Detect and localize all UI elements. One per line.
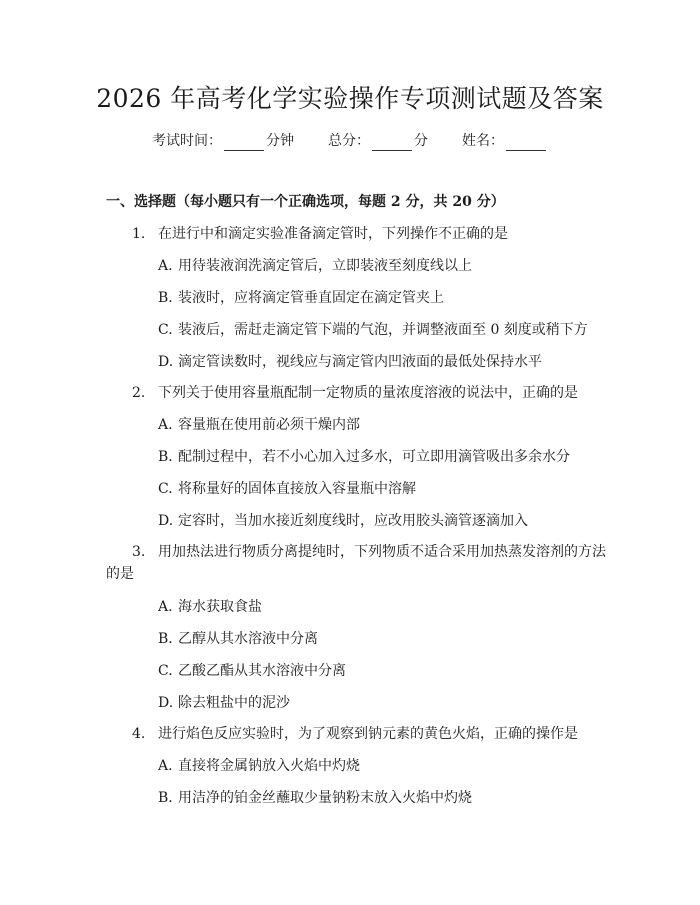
option-text: 乙醇从其水溶液中分离 (178, 631, 318, 647)
option-letter: A. (158, 758, 173, 774)
option-letter: D. (158, 513, 174, 529)
question-number: 2. (132, 385, 146, 401)
question-text-line1: 用加热法进行物质分离提纯时，下列物质不适合采用加热蒸发溶剂的方法 (158, 544, 606, 560)
option-text: 装液后，需赶走滴定管下端的气泡，并调整液面至 0 刻度或稍下方 (178, 322, 588, 338)
option-letter: B. (158, 631, 173, 647)
option-text: 滴定管读数时，视线应与滴定管内凹液面的最低处保持水平 (178, 354, 542, 370)
option-item (158, 447, 570, 467)
option-text: 用洁净的铂金丝蘸取少量钠粉末放入火焰中灼烧 (178, 790, 472, 806)
total-score-blank (372, 136, 412, 151)
option-letter: B. (158, 290, 173, 306)
option-letter: A. (158, 417, 173, 433)
question-text: 在进行中和滴定实验准备滴定管时，下列操作不正确的是 (158, 226, 508, 242)
option-letter: C. (158, 322, 173, 338)
option-item (158, 661, 346, 681)
exam-time-unit: 分钟 (266, 133, 294, 149)
question-number: 4. (132, 726, 146, 742)
option-item (158, 415, 360, 435)
total-score-label: 总分： (328, 133, 370, 149)
exam-info-row (0, 131, 700, 151)
option-text: 将称量好的固体直接放入容量瓶中溶解 (178, 481, 416, 497)
name-blank (506, 136, 546, 151)
option-item (158, 256, 472, 276)
option-item (158, 788, 472, 808)
exam-time-label: 考试时间： (152, 133, 222, 149)
total-score-unit: 分 (414, 133, 428, 149)
option-item (158, 288, 444, 308)
option-letter: A. (158, 599, 173, 615)
name-field (462, 131, 548, 151)
option-letter: C. (158, 481, 173, 497)
option-item (158, 693, 290, 713)
option-text: 用待装液润洗滴定管后，立即装液至刻度线以上 (178, 258, 472, 274)
question-text: 进行焰色反应实验时，为了观察到钠元素的黄色火焰，正确的操作是 (158, 726, 578, 742)
option-text: 定容时，当加水接近刻度线时，应改用胶头滴管逐滴加入 (178, 513, 528, 529)
option-item (158, 320, 588, 340)
question-number: 3. (132, 544, 146, 560)
option-text: 除去粗盐中的泥沙 (178, 695, 290, 711)
exam-time-field (152, 131, 294, 151)
option-text: 乙酸乙酯从其水溶液中分离 (178, 663, 346, 679)
option-text: 装液时，应将滴定管垂直固定在滴定管夹上 (178, 290, 444, 306)
total-score-field (328, 131, 428, 151)
section-title: 一、选择题（每小题只有一个正确选项，每题 2 分，共 20 分） (106, 194, 505, 210)
option-item (158, 597, 262, 617)
name-label: 姓名： (462, 133, 504, 149)
page-title: 2026 年高考化学实验操作专项测试题及答案 (96, 84, 604, 113)
exam-time-blank (224, 136, 264, 151)
option-text: 直接将金属钠放入火焰中灼烧 (178, 758, 360, 774)
option-item (158, 629, 318, 649)
option-letter: B. (158, 790, 173, 806)
option-item (158, 756, 360, 776)
option-text: 容量瓶在使用前必须干燥内部 (178, 417, 360, 433)
question-text: 下列关于使用容量瓶配制一定物质的量浓度溶液的说法中，正确的是 (158, 385, 578, 401)
option-letter: B. (158, 449, 173, 465)
question-number: 1. (132, 226, 146, 242)
option-letter: D. (158, 354, 174, 370)
option-text: 海水获取食盐 (178, 599, 262, 615)
option-letter: A. (158, 258, 173, 274)
option-item (158, 352, 542, 372)
option-letter: D. (158, 695, 174, 711)
option-letter: C. (158, 663, 173, 679)
option-item (158, 511, 528, 531)
option-text: 配制过程中，若不小心加入过多水，可立即用滴管吸出多余水分 (178, 449, 570, 465)
option-item (158, 479, 416, 499)
question-text-line2: 的是 (106, 566, 134, 582)
